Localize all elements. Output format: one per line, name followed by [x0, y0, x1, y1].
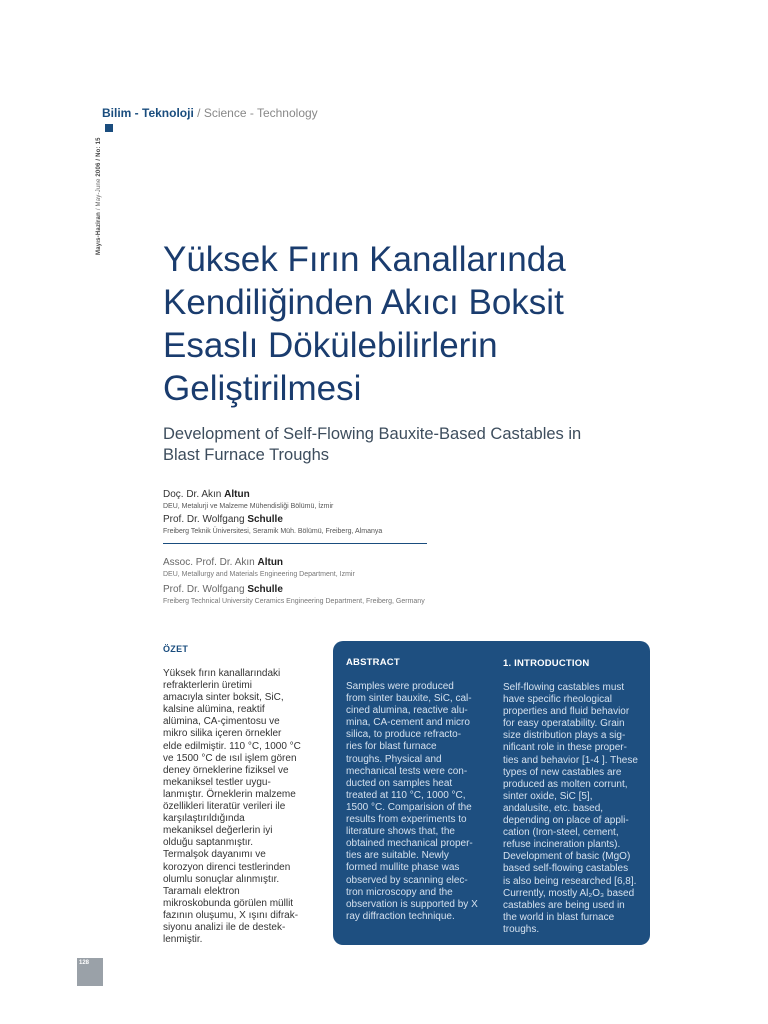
- title-tr-line: Esaslı Dökülebilirlerin: [163, 326, 498, 365]
- intro-line: have specific rheological: [503, 694, 612, 706]
- author-name: [163, 556, 643, 569]
- abstract-line: ties are suitable. Newly: [346, 850, 449, 862]
- title-en-line: Development of Self-Flowing Bauxite-Based Castables in: [163, 425, 582, 443]
- intro-line: is also being researched [6,8].: [503, 875, 637, 887]
- intro-line: cation (Iron-steel, cement,: [503, 827, 619, 839]
- intro-line: troughs.: [503, 923, 540, 935]
- abstract-line: 1500 °C. Comparision of the: [346, 801, 472, 813]
- section-square-marker: [105, 124, 113, 132]
- title-en-line: Blast Furnace Troughs: [163, 446, 329, 464]
- intro-line: castables are being used in: [503, 899, 625, 911]
- author-tr-1: [163, 488, 643, 512]
- title-tr-line: Geliştirilmesi: [163, 369, 362, 408]
- author-surname: Schulle: [247, 514, 283, 525]
- intro-line: the world in blast furnace: [503, 911, 615, 923]
- page-number: 128: [79, 960, 90, 966]
- author-en-1: [163, 556, 643, 580]
- ozet-line: olduğu saptanmıştır.: [163, 837, 254, 849]
- abstract-line: cined alumina, reactive alu-: [346, 705, 468, 717]
- author-prefix: Doç. Dr. Akın: [163, 489, 222, 500]
- intro-line: properties and fluid behavior: [503, 706, 630, 718]
- ozet-line: mekaniksel değerlerin iyi: [163, 825, 273, 837]
- intro-line: nificant role in these proper-: [503, 742, 627, 754]
- abstract-line: observed by scanning elec-: [346, 874, 468, 886]
- ozet-line: lanmıştır. Örneklerin malzeme: [163, 788, 296, 800]
- author-prefix: Assoc. Prof. Dr. Akın: [163, 557, 255, 568]
- title-tr-line: Kendiliğinden Akıcı Boksit: [163, 283, 564, 322]
- ozet-line: mikroskobunda görülen müllit: [163, 897, 294, 909]
- issue-months-en: / May-June: [96, 178, 102, 211]
- title-tr-line: Yüksek Fırın Kanallarında: [163, 240, 566, 279]
- ozet-line: deney örneklerine fiziksel ve: [163, 764, 289, 776]
- abstract-line: mina, CA-cement and micro: [346, 717, 470, 729]
- title-english: [163, 424, 683, 466]
- ozet-line: ve 1500 °C de ısıl işlem gören: [163, 752, 297, 764]
- author-en-2: [163, 583, 643, 607]
- abstract-line: ducted on samples heat: [346, 777, 453, 789]
- issue-months-tr: Mayıs-Haziran: [96, 212, 102, 255]
- ozet-line: elde edilmiştir. 110 °C, 1000 °C: [163, 740, 301, 752]
- ozet-line: mekaniksel testler uygu-: [163, 776, 271, 788]
- ozet-line: olumlu sonuçlar alınmıştır.: [163, 873, 280, 885]
- section-header: [102, 106, 318, 120]
- abstract-heading: ABSTRACT: [346, 657, 400, 668]
- intro-line: based self-flowing castables: [503, 863, 629, 875]
- abstract-line: ray diffraction technique.: [346, 910, 455, 922]
- issue-year-number: 2006 / No: 15: [96, 137, 102, 177]
- author-tr-2: [163, 513, 643, 537]
- ozet-line: Termalşok dayanımı ve: [163, 849, 266, 861]
- abstract-line: observation is supported by X: [346, 898, 478, 910]
- abstract-line: treated at 110 °C, 1000 °C,: [346, 789, 466, 801]
- intro-line: refuse incineration plants).: [503, 839, 621, 851]
- abstract-body: [346, 681, 491, 923]
- ozet-line: siyonu analizi ile de destek-: [163, 921, 286, 933]
- author-prefix: Prof. Dr. Wolfgang: [163, 514, 245, 525]
- ozet-line: alümina, CA-çimentosu ve: [163, 716, 280, 728]
- author-name: [163, 513, 643, 526]
- ozet-line: korozyon direnci testlerinden: [163, 861, 291, 873]
- ozet-heading: ÖZET: [163, 644, 189, 654]
- intro-line: produced as molten corrunt,: [503, 778, 628, 790]
- intro-line: Self-flowing castables must: [503, 682, 625, 693]
- abstract-line: tron microscopy and the: [346, 886, 453, 898]
- ozet-line: fazının oluşumu, X ışını difrak-: [163, 909, 299, 921]
- section-separator: /: [197, 106, 201, 120]
- intro-line: size distribution plays a sig-: [503, 730, 626, 742]
- abstract-line: mechanical tests were con-: [346, 765, 468, 777]
- ozet-line: refrakterlerin üretimi: [163, 680, 252, 692]
- abstract-line: Samples were produced: [346, 681, 454, 692]
- introduction-body: [503, 682, 645, 936]
- ozet-line: Taramalı elektron: [163, 885, 240, 897]
- author-affiliation: Freiberg Teknik Üniversitesi, Seramik Müh. Bölümü, Freiberg, Almanya: [163, 528, 383, 535]
- intro-line: Currently, mostly Al₂O₃ based: [503, 887, 635, 899]
- title-turkish: [163, 238, 683, 410]
- page-number-box: [77, 958, 103, 986]
- author-name: [163, 583, 643, 596]
- ozet-body: [163, 668, 323, 946]
- ozet-line: lenmiştir.: [163, 934, 203, 946]
- abstract-line: literature shows that, the: [346, 826, 455, 838]
- abstract-line: ries for blast furnace: [346, 741, 437, 753]
- ozet-line: amacıyla sinter boksit, SiC,: [163, 692, 284, 704]
- issue-label: [96, 137, 102, 255]
- ozet-line: mikro silika içeren örnekler: [163, 728, 282, 740]
- intro-line: sinter oxide, SiC [5],: [503, 790, 593, 802]
- intro-line: andalusite, etc. based,: [503, 802, 604, 814]
- abstract-line: from sinter bauxite, SiC, cal-: [346, 693, 472, 705]
- author-surname: Schulle: [247, 584, 283, 595]
- author-affiliation: Freiberg Technical University Ceramics Engineering Department, Freiberg, Germany: [163, 598, 425, 605]
- intro-line: ties and behavior [1-4 ]. These: [503, 754, 638, 766]
- author-surname: Altun: [257, 557, 284, 568]
- author-name: [163, 488, 643, 501]
- ozet-line: özellikleri literatür verileri ile: [163, 801, 286, 813]
- abstract-line: obtained mechanical proper-: [346, 838, 473, 850]
- author-prefix: Prof. Dr. Wolfgang: [163, 584, 245, 595]
- author-divider: [163, 543, 427, 544]
- abstract-line: results from experiments to: [346, 814, 467, 826]
- abstract-line: troughs. Physical and: [346, 753, 442, 765]
- abstract-line: silica, to produce refracto-: [346, 729, 462, 741]
- section-title-tr: Bilim - Teknoloji: [102, 106, 194, 120]
- intro-line: types of new castables are: [503, 766, 622, 778]
- section-title-en: Science - Technology: [203, 106, 318, 120]
- intro-line: depending on place of appli-: [503, 815, 629, 827]
- author-surname: Altun: [224, 489, 250, 500]
- intro-line: for easy operatability. Grain: [503, 718, 625, 730]
- author-affiliation: DEU, Metalurji ve Malzeme Mühendisliği Bölümü, İzmir: [163, 503, 334, 510]
- author-affiliation: DEU, Metallurgy and Materials Engineering Department, Izmir: [163, 571, 355, 578]
- introduction-heading: 1. INTRODUCTION: [503, 658, 590, 669]
- intro-line: Development of basic (MgO): [503, 851, 631, 863]
- ozet-line: karşılaştırıldığında: [163, 813, 245, 825]
- ozet-line: Yüksek fırın kanallarındaki: [163, 668, 281, 679]
- abstract-line: formed mullite phase was: [346, 862, 460, 874]
- ozet-line: kalsine alümina, reaktif: [163, 704, 265, 716]
